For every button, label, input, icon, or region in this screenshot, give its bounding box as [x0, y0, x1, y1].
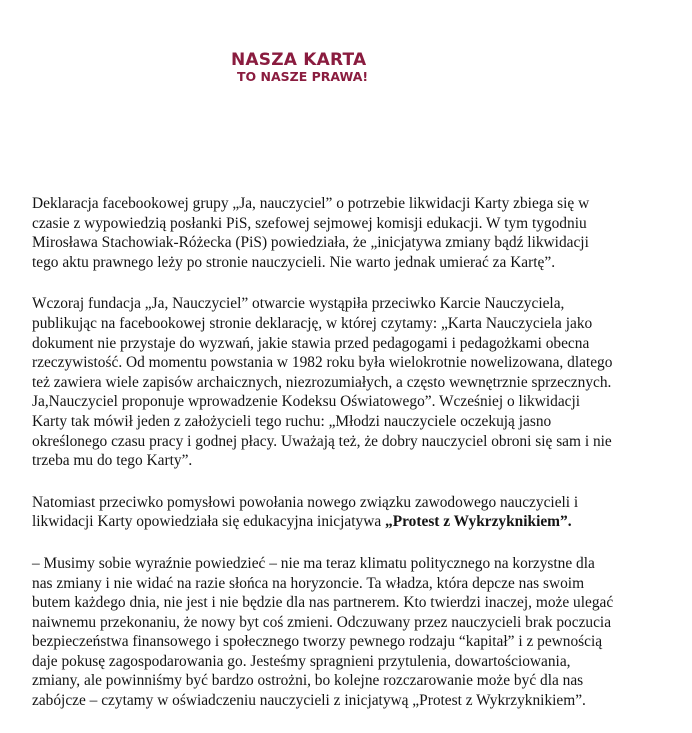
logo: [231, 52, 391, 84]
text-line: [32, 512, 664, 532]
text-line: Mirosława Stachowiak-Różecka (PiS) powiedziała, że „inicjatywa zmiany bądź likwidacji: [32, 234, 589, 252]
text-line: dokument nie przystaje do wyzwań, jakie stawia przed pedagogami i pedagożkami obecna: [32, 334, 590, 352]
text-line: publikując na facebookowej stronie deklarację, w której czytamy: „Karta Nauczyciela jako: [32, 314, 593, 332]
text-line: zmiany, ale powinniśmy być bardzo ostrożni, bo kolejne rozczarowanie może być dla nas: [32, 672, 584, 690]
paragraph-4: [32, 554, 664, 711]
text-line: Karty tak mówił jeden z założycieli tego ruchu: „Młodzi nauczyciele oczekują jasno: [32, 412, 552, 430]
text-line: Wczoraj fundacja „Ja, Nauczyciel” otwarcie wystąpiła przeciwko Karcie Nauczyciela,: [32, 295, 565, 313]
logo-line-1: NASZA KARTA: [231, 50, 367, 70]
initiative-name: „Protest z Wykrzyknikiem”.: [385, 513, 572, 531]
text-line: – Musimy sobie wyraźnie powiedzieć – nie ma teraz klimatu politycznego na korzystne dla: [32, 554, 595, 572]
paragraph-2: [32, 294, 664, 470]
text-line: Ja,Nauczyciel proponuje wprowadzenie Kodeksu Oświatowego”. Wcześniej o likwidacji: [32, 393, 581, 411]
text-line: zabójcze – czytamy w oświadczeniu nauczycieli z inicjatywą „Protest z Wykrzyknikiem”.: [32, 692, 586, 710]
text-line: trzeba mu do tego Karty”.: [32, 452, 193, 470]
text-line: określonego czasu pracy i godnej płacy. Uważają też, że dobry nauczyciel obroni się sam i nie: [32, 432, 612, 450]
text-line: nas zmiany i nie widać na razie słońca na horyzoncie. Ta władza, która depcze nas swoim: [32, 574, 585, 592]
text-line: butem każdego dnia, nie jest i nie będzie dla nas partnerem. Kto twierdzi inaczej, może ulegać: [32, 594, 614, 612]
paragraph-1: [32, 194, 664, 272]
text-line: naiwnemu przekonaniu, że nowy byt coś zmieni. Odczuwany przez nauczycieli brak poczucia: [32, 613, 612, 631]
text-line: rzeczywistość. Od momentu powstania w 1982 roku była wielokrotnie nowelizowana, dlatego: [32, 354, 613, 372]
text-line: daje pokusę zagospodarowania go. Jesteśmy spragnieni przytulenia, dowartościowania,: [32, 652, 571, 670]
text-line: bezpieczeństwa finansowego i społecznego tworzy pewnego rodzaju “kapitał” i z pewnością: [32, 633, 603, 651]
document-body: [32, 194, 664, 733]
text-line: Natomiast przeciwko pomysłowi powołania nowego związku zawodowego nauczycieli i: [32, 493, 579, 511]
text-line: też zawiera wiele zapisów archaicznych, niezrozumiałych, a często wewnętrznie sprzecznych.: [32, 373, 612, 391]
text-line: czasie z wypowiedzią posłanki PiS, szefowej sejmowej komisji edukacji. W tym tygodniu: [32, 214, 587, 232]
text-line: tego aktu prawnego leży po stronie nauczycieli. Nie warto jednak umierać za Kartę”.: [32, 253, 556, 271]
logo-line-2: TO NASZE PRAWA!: [237, 69, 369, 84]
text-line: Deklaracja facebookowej grupy „Ja, nauczyciel” o potrzebie likwidacji Karty zbiega się w: [32, 195, 590, 212]
paragraph-3: [32, 493, 664, 532]
text-line-prefix: likwidacji Karty opowiedziała się edukacyjna inicjatywa: [32, 513, 386, 531]
